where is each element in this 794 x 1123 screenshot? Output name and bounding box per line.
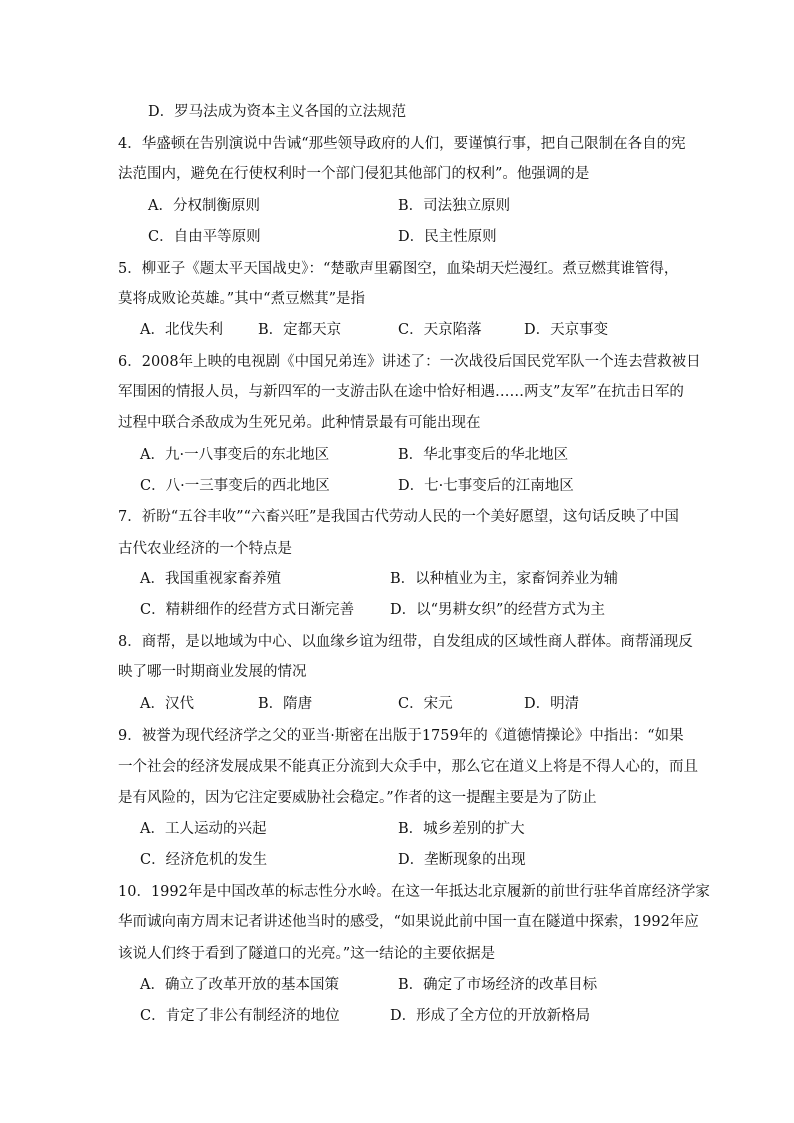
answer-option: A．工人运动的兴起 <box>140 821 267 837</box>
answer-option: B．华北事变后的华北地区 <box>398 447 569 463</box>
question-line: 军围困的情报人员，与新四军的一支游击队在途中恰好相遇……两支”友军”在抗击日军的 <box>118 384 684 400</box>
question-line: D．罗马法成为资本主义各国的立法规范 <box>148 104 407 120</box>
answer-option: C．天京陷落 <box>398 322 482 338</box>
answer-option: A．北伐失利 <box>140 322 223 338</box>
answer-option: D．以“男耕女织”的经营方式为主 <box>390 602 605 618</box>
question-line: 9．被誉为现代经济学之父的亚当·斯密在出版于1759年的《道德情操论》中指出：“如果 <box>118 728 684 744</box>
answer-option: D．明清 <box>524 696 580 712</box>
answer-option: D．七·七事变后的江南地区 <box>398 478 574 494</box>
answer-option: B．确定了市场经济的改革目标 <box>398 977 598 993</box>
question-line: 8．商帮，是以地域为中心、以血缘乡谊为纽带，自发组成的区域性商人群体。商帮涌现反 <box>118 634 693 650</box>
question-line: 10．1992年是中国改革的标志性分水岭。在这一年抵达北京履新的前世行驻华首席经济学家 <box>118 884 710 900</box>
answer-option: C．八·一三事变后的西北地区 <box>140 478 330 494</box>
answer-option: D．垄断现象的出现 <box>398 852 526 868</box>
answer-option: C．自由平等原则 <box>148 229 261 245</box>
question-line: 5．柳亚子《题太平天国战史》：“楚歌声里霸图空，血染胡天烂漫红。煮豆燃萁谁管得， <box>118 261 679 277</box>
question-line: 莫将成败论英雄。”其中“煮豆燃萁”是指 <box>118 291 365 307</box>
question-line: 古代农业经济的一个特点是 <box>118 541 292 557</box>
question-line: 7．祈盼“五谷丰收”“六畜兴旺”是我国古代劳动人民的一个美好愿望，这句话反映了中国 <box>118 509 679 525</box>
answer-option: B．以种植业为主，家畜饲养业为辅 <box>390 571 619 587</box>
answer-option: A．分权制衡原则 <box>148 198 260 214</box>
question-line: 映了哪一时期商业发展的情况 <box>118 664 307 680</box>
answer-option: D．民主性原则 <box>398 229 497 245</box>
answer-option: B．定都天京 <box>258 322 342 338</box>
question-line: 华而诚向南方周末记者讲述他当时的感受，“如果说此前中国一直在隧道中探索，1992年应 <box>118 914 699 930</box>
answer-option: C．经济危机的发生 <box>140 852 268 868</box>
question-line: 4．华盛顿在告别演说中告诫“那些领导政府的人们，要谨慎行事，把自己限制在各自的宪 <box>118 136 686 152</box>
answer-option: A．汉代 <box>140 696 194 712</box>
question-line: 法范围内，避免在行使权利时一个部门侵犯其他部门的权利”。他强调的是 <box>118 166 590 182</box>
question-line: 过程中联合杀敌成为生死兄弟。此种情景最有可能出现在 <box>118 415 481 431</box>
question-line: 6．2008年上映的电视剧《中国兄弟连》讲述了：一次战役后国民党军队一个连去营救被日 <box>118 354 701 370</box>
answer-option: C．肯定了非公有制经济的地位 <box>140 1008 340 1024</box>
answer-option: C．宋元 <box>398 696 453 712</box>
question-line: 一个社会的经济发展成果不能真正分流到大众手中，那么它在道义上将是不得人心的，而且 <box>118 759 698 775</box>
answer-option: B．隋唐 <box>258 696 313 712</box>
answer-option: D．形成了全方位的开放新格局 <box>390 1008 591 1024</box>
question-line: 该说人们终于看到了隧道口的光亮。”这一结论的主要依据是 <box>118 946 496 962</box>
answer-option: D．天京事变 <box>524 322 609 338</box>
question-line: 是有风险的，因为它注定要威胁社会稳定。”作者的这一提醒主要是为了防止 <box>118 790 597 806</box>
answer-option: A．确立了改革开放的基本国策 <box>140 977 339 993</box>
answer-option: B．司法独立原则 <box>398 198 511 214</box>
answer-option: A．九·一八事变后的东北地区 <box>140 447 330 463</box>
answer-option: B．城乡差别的扩大 <box>398 821 525 837</box>
answer-option: A．我国重视家畜养殖 <box>140 571 281 587</box>
answer-option: C．精耕细作的经营方式日渐完善 <box>140 602 355 618</box>
